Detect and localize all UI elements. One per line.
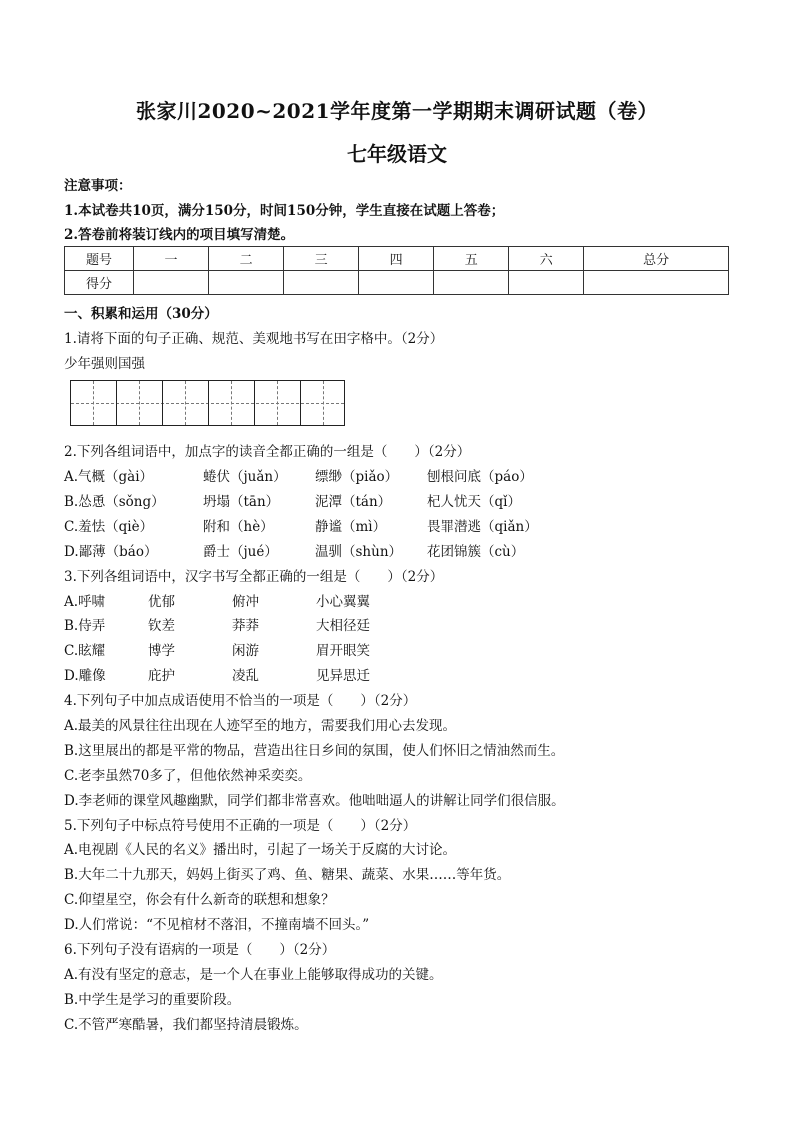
score-cell[interactable] — [359, 271, 434, 295]
score-table — [64, 246, 729, 295]
q4-option: D.李老师的课堂风趣幽默，同学们都非常喜欢。他咄咄逼人的讲解让同学们很信服。 — [64, 793, 565, 809]
option-cell: 见异思迁 — [316, 668, 370, 684]
score-cell[interactable] — [134, 271, 209, 295]
q6-stem: 6.下列句子没有语病的一项是（ ）（2分） — [64, 942, 336, 958]
q1-sentence: 少年强则国强 — [64, 356, 145, 372]
table-cell: 总分 — [584, 247, 729, 271]
q4-option: B.这里展出的都是平常的物品，营造出往日乡间的氛围，使人们怀旧之情油然而生。 — [64, 743, 565, 759]
option-cell: 杞人忧天（qǐ） — [427, 494, 521, 510]
q4-option: C.老李虽然70多了，但他依然神采奕奕。 — [64, 768, 312, 784]
option-cell: A.气概（gài） — [64, 469, 154, 485]
option-cell: 俯冲 — [232, 594, 259, 610]
q3-stem: 3.下列各组词语中，汉字书写全都正确的一组是（ ）（2分） — [64, 569, 444, 585]
score-cell[interactable] — [284, 271, 359, 295]
page-subtitle: 七年级语文 — [347, 142, 447, 166]
q4-option: A.最美的风景往往出现在人迹罕至的地方，需要我们用心去发现。 — [64, 718, 457, 734]
table-cell: 四 — [359, 247, 434, 271]
option-cell: 静谧（mì） — [315, 519, 387, 535]
score-cell[interactable] — [509, 271, 584, 295]
q5-option: A.电视剧《人民的名义》播出时，引起了一场关于反腐的大讨论。 — [64, 842, 457, 858]
option-cell: 莽莽 — [232, 618, 259, 634]
table-cell: 六 — [509, 247, 584, 271]
option-cell: 钦差 — [148, 618, 175, 634]
option-cell: 闲游 — [232, 643, 259, 659]
option-cell: C.羞怯（qiè） — [64, 519, 154, 535]
q5-option: B.大年二十九那天，妈妈上街买了鸡、鱼、糖果、蔬菜、水果……等年货。 — [64, 867, 511, 883]
q6-option: A.有没有坚定的意志，是一个人在事业上能够取得成功的关键。 — [64, 967, 443, 983]
table-cell: 五 — [434, 247, 509, 271]
score-cell[interactable] — [434, 271, 509, 295]
q6-option: B.中学生是学习的重要阶段。 — [64, 992, 241, 1008]
option-cell: 凌乱 — [232, 668, 259, 684]
option-cell: 附和（hè） — [203, 519, 274, 535]
option-cell: 畏罪潜逃（qiǎn） — [427, 519, 538, 535]
option-cell: D.雕像 — [64, 668, 106, 684]
q5-stem: 5.下列句子中标点符号使用不正确的一项是（ ）（2分） — [64, 818, 417, 834]
q4-stem: 4.下列句子中加点成语使用不恰当的一项是（ ）（2分） — [64, 693, 417, 709]
option-cell: 小心翼翼 — [316, 594, 370, 610]
option-cell: D.鄙薄（báo） — [64, 544, 158, 560]
q1-stem: 1.请将下面的句子正确、规范、美观地书写在田字格中。（2分） — [64, 331, 444, 347]
option-cell: 泥潭（tán） — [315, 494, 392, 510]
option-cell: 眉开眼笑 — [316, 643, 370, 659]
option-cell: 坍塌（tān） — [203, 494, 280, 510]
option-cell: A.呼啸 — [64, 594, 106, 610]
option-cell: 缥缈（piǎo） — [315, 469, 399, 485]
q2-stem: 2.下列各组词语中，加点字的读音全都正确的一组是（ ）（2分） — [64, 444, 471, 460]
score-table-header-row — [65, 247, 729, 271]
page-title: 张家川2020~2021学年度第一学期期末调研试题（卷） — [135, 99, 659, 123]
option-cell: B.侍弄 — [64, 618, 106, 634]
score-table-score-row — [65, 271, 729, 295]
option-cell: 蜷伏（juǎn） — [203, 469, 287, 485]
option-cell: C.眩耀 — [64, 643, 106, 659]
table-cell: 三 — [284, 247, 359, 271]
score-cell[interactable] — [209, 271, 284, 295]
table-cell: 得分 — [65, 271, 134, 295]
note-item-1: 1.本试卷共10页，满分150分，时间150分钟，学生直接在试题上答卷； — [64, 203, 505, 219]
option-cell: 优郁 — [148, 594, 175, 610]
option-cell: 大相径廷 — [316, 618, 370, 634]
option-cell: 温驯（shùn） — [315, 544, 403, 560]
score-cell[interactable] — [584, 271, 729, 295]
table-cell: 二 — [209, 247, 284, 271]
option-cell: 爵士（jué） — [203, 544, 278, 560]
option-cell: 刨根问底（páo） — [427, 469, 533, 485]
q6-option: C.不管严寒酷暑，我们都坚持清晨锻炼。 — [64, 1017, 308, 1033]
option-cell: 庇护 — [148, 668, 175, 684]
table-cell: 题号 — [65, 247, 134, 271]
option-cell: 博学 — [148, 643, 175, 659]
q5-option: C.仰望星空，你会有什么新奇的联想和想象？ — [64, 892, 335, 908]
q5-option: D.人们常说：“不见棺材不落泪，不撞南墙不回头。” — [64, 917, 370, 933]
section-title: 一、积累和运用（30分） — [64, 306, 218, 322]
notes-heading: 注意事项： — [64, 178, 132, 194]
tianzige-grid[interactable] — [70, 380, 345, 426]
option-cell: 花团锦簇（cù） — [427, 544, 525, 560]
table-cell: 一 — [134, 247, 209, 271]
note-item-2: 2.答卷前将装订线内的项目填写清楚。 — [64, 227, 295, 243]
option-cell: B.怂恿（sǒng） — [64, 494, 165, 510]
